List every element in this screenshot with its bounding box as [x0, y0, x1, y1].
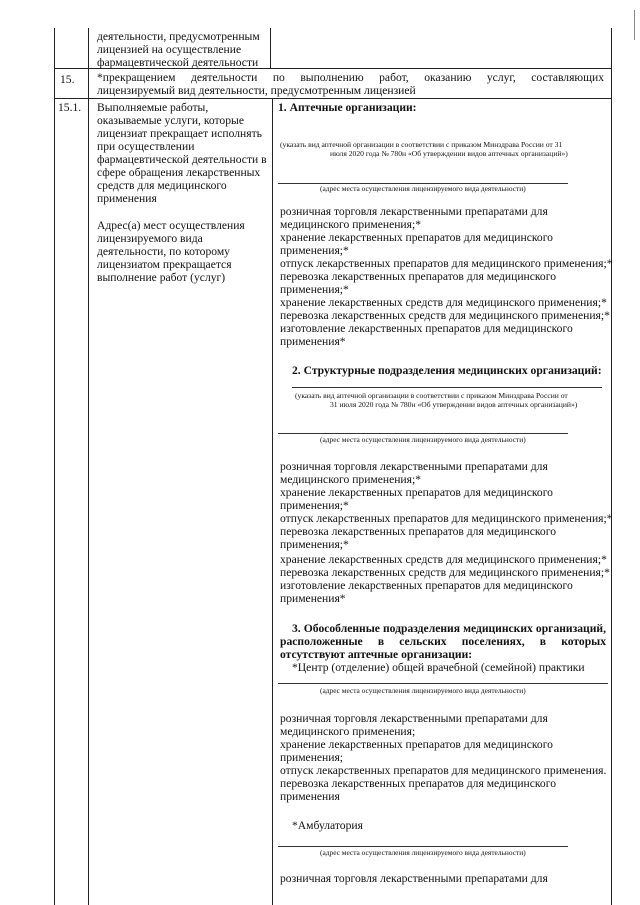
section-1-caption-line-1: (указать вид аптечной организации в соответствии с приказом Минздрава России от 31	[280, 140, 563, 149]
section-3-last-line: розничная торговля лекарственными препаратами для	[280, 872, 548, 885]
row-15-1-address-line: Адрес(а) мест осуществления	[97, 219, 245, 232]
section-3-address-underline-2	[278, 846, 568, 847]
section-1-item: изготовление лекарственных препаратов для медицинского	[280, 322, 573, 335]
section-3-item: применения;	[280, 751, 344, 764]
row-15-1-left-line: сфере обращения лекарственных	[97, 166, 261, 179]
section-1-item: розничная торговля лекарственными препаратами для	[280, 205, 548, 218]
section-3-item: хранение лекарственных препаратов для медицинского	[280, 738, 553, 751]
table-border-right	[611, 28, 612, 905]
section-2-title: 2. Структурные подразделения медицинских организаций:	[292, 364, 602, 377]
section-1-item: хранение лекарственных средств для медицинского применения;*	[280, 296, 607, 309]
section-3-address-underline	[278, 683, 608, 684]
row-15-1-address-line: деятельности, по которому	[97, 245, 230, 258]
row-15-1-address-line: выполнение работ (услуг)	[97, 271, 226, 284]
section-3-item: перевозка лекарственных препаратов для медицинского	[280, 777, 556, 790]
section-2-item: перевозка лекарственных средств для медицинского применения;*	[280, 566, 610, 579]
section-2-item: применения;*	[280, 538, 349, 551]
section-3-subtitle: *Центр (отделение) общей врачебной (семейной) практики	[292, 661, 585, 674]
row-15-1-left-line: применения	[97, 192, 157, 205]
table-row-divider-15-1	[54, 98, 611, 99]
section-3-item: отпуск лекарственных препаратов для медицинского применения.	[280, 764, 607, 777]
row-15-1-left-line: фармацевтической деятельности в	[97, 153, 267, 166]
section-1-item: отпуск лекарственных препаратов для медицинского применения;*	[280, 257, 613, 270]
top-cell-line-1: деятельности, предусмотренным	[97, 30, 260, 43]
top-cell-line-3: фармацевтической деятельности	[97, 56, 259, 69]
section-2-caption-line-1: (указать вид аптечной организации в соответствии с приказом Минздрава России от	[295, 391, 568, 400]
row-15-number: 15.	[60, 73, 75, 86]
section-2-type-underline	[292, 387, 602, 388]
section-3-item: розничная торговля лекарственными препаратами для	[280, 712, 548, 725]
row-15-text-line-1: *прекращением деятельности по выполнению работ, оказанию услуг, составляющих	[97, 71, 604, 84]
section-3-title-line-3: отсутствуют аптечные организации:	[280, 648, 473, 661]
section-1-item: применения;*	[280, 283, 349, 296]
section-3-item: медицинского применения;	[280, 725, 416, 738]
table-border-middle	[272, 98, 273, 905]
section-3-title-line-1: 3. Обособленные подразделения медицинских организаций,	[292, 622, 606, 635]
row-15-1-left-line: Выполняемые работы,	[97, 101, 209, 114]
section-1-caption-line-2: июля 2020 года № 780н «Об утверждении видов аптечных организаций»)	[330, 149, 568, 158]
top-cell-line-2: лицензией на осуществление	[97, 43, 242, 56]
row-15-text-line-2: лицензируемый вид деятельности, предусмотренным лицензией	[97, 84, 416, 97]
row-15-1-number: 15.1.	[58, 101, 82, 114]
section-1-address-caption: (адрес места осуществления лицензируемого вида деятельности)	[320, 184, 526, 193]
row-15-1-left-line: при осуществлении	[97, 140, 195, 153]
section-1-item: перевозка лекарственных препаратов для медицинского	[280, 270, 556, 283]
section-2-caption-line-2: 31 июля 2020 года № 780н «Об утверждении видов аптечных организаций»)	[330, 400, 578, 409]
section-2-item: отпуск лекарственных препаратов для медицинского применения;*	[280, 512, 613, 525]
section-1-title: 1. Аптечные организации:	[278, 101, 417, 114]
table-border-number-column	[88, 28, 89, 905]
section-1-item: медицинского применения;*	[280, 218, 421, 231]
table-border-top-cell	[270, 28, 271, 68]
section-1-item: хранение лекарственных препаратов для медицинского	[280, 231, 553, 244]
section-3-subtitle-2: *Амбулатория	[292, 819, 363, 832]
scan-edge-mark	[634, 10, 635, 40]
row-15-1-left-line: оказываемые услуги, которые	[97, 114, 244, 127]
section-1-item: применения;*	[280, 244, 349, 257]
section-2-item: медицинского применения;*	[280, 473, 421, 486]
row-15-1-address-line: лицензируемого вида	[97, 232, 203, 245]
section-3-address-caption: (адрес места осуществления лицензируемого вида деятельности)	[320, 686, 526, 695]
row-15-1-left-line: средств для медицинского	[97, 179, 227, 192]
section-3-title-line-2: расположенные в сельских поселениях, в которых	[280, 635, 606, 648]
section-2-item: применения*	[280, 592, 346, 605]
section-2-address-underline	[278, 433, 568, 434]
section-3-address-caption-2: (адрес места осуществления лицензируемого вида деятельности)	[320, 848, 526, 857]
section-1-item: применения*	[280, 335, 346, 348]
section-2-item: розничная торговля лекарственными препаратами для	[280, 460, 548, 473]
table-border-left	[54, 28, 55, 905]
section-2-item: хранение лекарственных средств для медицинского применения;*	[280, 553, 607, 566]
section-2-address-caption: (адрес места осуществления лицензируемого вида деятельности)	[320, 435, 526, 444]
section-2-item: хранение лекарственных препаратов для медицинского	[280, 486, 553, 499]
row-15-1-address-line: лицензиатом прекращается	[97, 258, 232, 271]
row-15-1-left-line: лицензиат прекращает исполнять	[97, 127, 262, 140]
section-2-item: перевозка лекарственных препаратов для медицинского	[280, 525, 556, 538]
section-1-item: перевозка лекарственных средств для медицинского применения;*	[280, 309, 610, 322]
section-2-item: применения;*	[280, 499, 349, 512]
section-3-item: применения	[280, 790, 340, 803]
section-2-item: изготовление лекарственных препаратов для медицинского	[280, 579, 573, 592]
